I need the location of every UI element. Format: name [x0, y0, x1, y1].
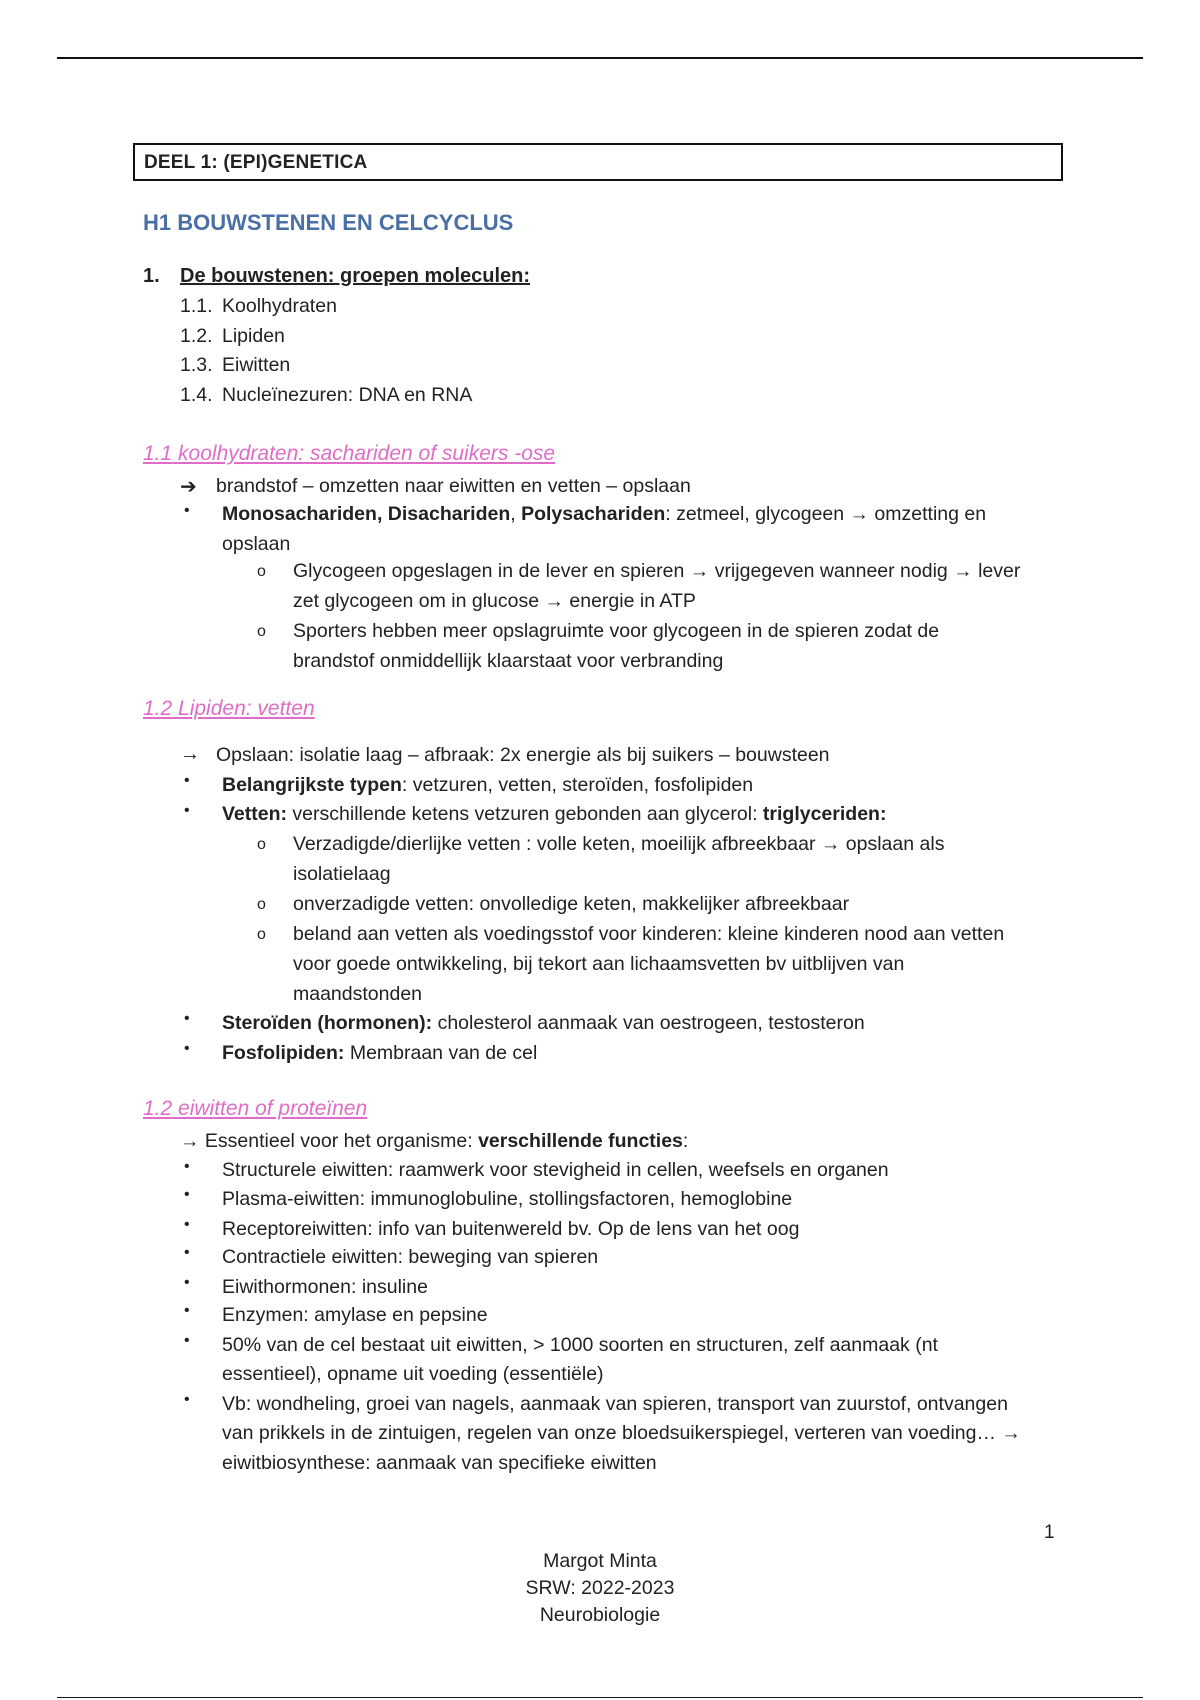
- lipiden-sub-3c: maandstonden: [293, 983, 423, 1005]
- bold-text: triglyceriden:: [762, 803, 887, 825]
- part-title-box: [133, 143, 1063, 181]
- bullet-icon: •: [184, 1244, 190, 1261]
- list-item-label: Lipiden: [222, 325, 285, 347]
- section-1-heading: [143, 265, 530, 288]
- bold-text: Monosachariden, Disachariden: [222, 503, 511, 525]
- eiwitten-bullet-8b: van prikkels in de zintuigen, regelen van onze bloedsuikerspiegel, verteren van voeding… →: [222, 1422, 1021, 1444]
- eiwitten-bullet-7a: 50% van de cel bestaat uit eiwitten, > 1000 soorten en structuren, zelf aanmaak (nt: [222, 1334, 938, 1356]
- koolhydraten-arrow-line: brandstof – omzetten naar eiwitten en vetten – opslaan: [216, 475, 691, 497]
- list-item-label: Eiwitten: [222, 354, 291, 376]
- lipiden-sub-1a: Verzadigde/dierlijke vetten : volle keten, moeilijk afbreekbaar → opslaan als: [293, 833, 945, 855]
- lipiden-bullet-4: [222, 1042, 537, 1065]
- eiwitten-heading-number: 1.2: [143, 1097, 173, 1120]
- lipiden-bullet-1: [222, 774, 753, 797]
- list-item: [180, 295, 337, 318]
- list-item-number: 1.1.: [180, 295, 213, 317]
- plain-text: : zetmeel, glycogeen → omzetting en: [665, 503, 987, 525]
- koolhydraten-heading-text: koolhydraten: sachariden of suikers -ose: [178, 442, 556, 465]
- header-rule: [57, 57, 1143, 59]
- eiwitten-bullet: Enzymen: amylase en pepsine: [222, 1304, 488, 1326]
- bullet-icon: •: [184, 1274, 190, 1291]
- bullet-icon: •: [184, 1391, 190, 1408]
- footer-subject: Neurobiologie: [539, 1604, 661, 1626]
- bold-text: Polysachariden: [521, 503, 666, 525]
- bold-text: Fosfolipiden:: [222, 1042, 345, 1064]
- bold-text: verschillende functies: [478, 1130, 683, 1152]
- bullet-icon: •: [184, 1186, 190, 1203]
- circle-bullet-icon: o: [257, 563, 266, 580]
- lipiden-bullet-3: [222, 1012, 865, 1035]
- circle-bullet-icon: o: [257, 623, 266, 640]
- circle-bullet-icon: o: [257, 926, 266, 943]
- koolhydraten-sub-1a: Glycogeen opgeslagen in de lever en spieren → vrijgegeven wanneer nodig → lever: [293, 560, 1021, 582]
- page-number: 1: [1044, 1522, 1055, 1543]
- list-item: [180, 325, 285, 348]
- lipiden-heading: 1.2 Lipiden: vetten: [143, 697, 315, 720]
- plain-text: → Essentieel voor het organisme:: [180, 1130, 479, 1152]
- eiwitten-arrow-line: [180, 1130, 688, 1153]
- arrow-icon: →: [180, 743, 200, 765]
- separator-text: ,: [510, 503, 522, 525]
- list-item: [180, 354, 290, 377]
- koolhydraten-bullet-1-cont: opslaan: [222, 533, 291, 555]
- koolhydraten-sub-1b: zet glycogeen om in glucose → energie in ATP: [293, 590, 696, 612]
- circle-bullet-icon: o: [257, 896, 266, 913]
- list-item: [180, 384, 472, 407]
- bullet-icon: •: [184, 1302, 190, 1319]
- bullet-icon: •: [184, 502, 190, 519]
- plain-text: Membraan van de cel: [344, 1042, 538, 1064]
- footer-course: SRW: 2022-2023: [525, 1577, 675, 1599]
- circle-bullet-icon: o: [257, 836, 266, 853]
- footer-rule: [57, 1697, 1143, 1698]
- koolhydraten-sub-2a: Sporters hebben meer opslagruimte voor glycogeen in de spieren zodat de: [293, 620, 940, 642]
- eiwitten-bullet: Receptoreiwitten: info van buitenwereld bv. Op de lens van het oog: [222, 1218, 800, 1240]
- section-1-number: 1.: [143, 265, 160, 287]
- koolhydraten-sub-2b: brandstof onmiddellijk klaarstaat voor verbranding: [293, 650, 724, 672]
- bold-text: Vetten:: [222, 803, 288, 825]
- koolhydraten-heading-number: 1.1: [143, 442, 173, 465]
- plain-text: : vetzuren, vetten, steroïden, fosfolipiden: [401, 774, 754, 796]
- bold-text: Steroïden (hormonen):: [222, 1012, 433, 1034]
- lipiden-sub-3a: beland aan vetten als voedingsstof voor kinderen: kleine kinderen nood aan vetten: [293, 923, 1005, 945]
- lipiden-sub-3b: voor goede ontwikkeling, bij tekort aan lichaamsvetten bv uitblijven van: [293, 953, 905, 975]
- eiwitten-bullet-8a: Vb: wondheling, groei van nagels, aanmaak van spieren, transport van zuurstof, ontvangen: [222, 1393, 1008, 1415]
- koolhydraten-bullet-1: [222, 503, 986, 526]
- eiwitten-heading-text: eiwitten of proteïnen: [178, 1097, 368, 1120]
- koolhydraten-heading: [143, 442, 555, 466]
- list-item-number: 1.3.: [180, 354, 213, 376]
- list-item-label: Nucleïnezuren: DNA en RNA: [222, 384, 473, 406]
- eiwitten-bullet: Plasma-eiwitten: immunoglobuline, stollingsfactoren, hemoglobine: [222, 1188, 793, 1210]
- footer-author: Margot Minta: [543, 1550, 657, 1572]
- eiwitten-heading: [143, 1097, 367, 1121]
- plain-text: :: [682, 1130, 689, 1152]
- section-1-title: De bouwstenen: groepen moleculen:: [180, 265, 531, 287]
- bullet-icon: •: [184, 802, 190, 819]
- bullet-icon: •: [184, 1158, 190, 1175]
- eiwitten-bullet-8c: eiwitbiosynthese: aanmaak van specifieke eiwitten: [222, 1452, 657, 1474]
- lipiden-arrow-line: Opslaan: isolatie laag – afbraak: 2x energie als bij suikers – bouwsteen: [216, 744, 830, 766]
- part-title: DEEL 1: (EPI)GENETICA: [144, 152, 368, 173]
- plain-text: verschillende ketens vetzuren gebonden aan glycerol:: [287, 803, 763, 825]
- list-item-number: 1.2.: [180, 325, 213, 347]
- eiwitten-bullet: Eiwithormonen: insuline: [222, 1276, 428, 1298]
- eiwitten-bullet: Contractiele eiwitten: beweging van spieren: [222, 1246, 599, 1268]
- lipiden-sub-2: onverzadigde vetten: onvolledige keten, makkelijker afbreekbaar: [293, 893, 850, 915]
- bullet-icon: •: [184, 1332, 190, 1349]
- bullet-icon: •: [184, 772, 190, 789]
- list-item-number: 1.4.: [180, 384, 213, 406]
- eiwitten-bullet: Structurele eiwitten: raamwerk voor stevigheid in cellen, weefsels en organen: [222, 1159, 889, 1181]
- bullet-icon: •: [184, 1010, 190, 1027]
- bold-text: Belangrijkste typen: [222, 774, 402, 796]
- lipiden-sub-1b: isolatielaag: [293, 863, 391, 885]
- bullet-icon: •: [184, 1216, 190, 1233]
- plain-text: cholesterol aanmaak van oestrogeen, testosteron: [432, 1012, 865, 1034]
- lipiden-bullet-2: [222, 803, 886, 826]
- eiwitten-bullet-7b: essentieel), opname uit voeding (essentiële): [222, 1363, 604, 1385]
- arrow-icon: ➔: [180, 476, 197, 498]
- bullet-icon: •: [184, 1040, 190, 1057]
- list-item-label: Koolhydraten: [222, 295, 337, 317]
- chapter-heading: H1 BOUWSTENEN EN CELCYCLUS: [143, 210, 514, 235]
